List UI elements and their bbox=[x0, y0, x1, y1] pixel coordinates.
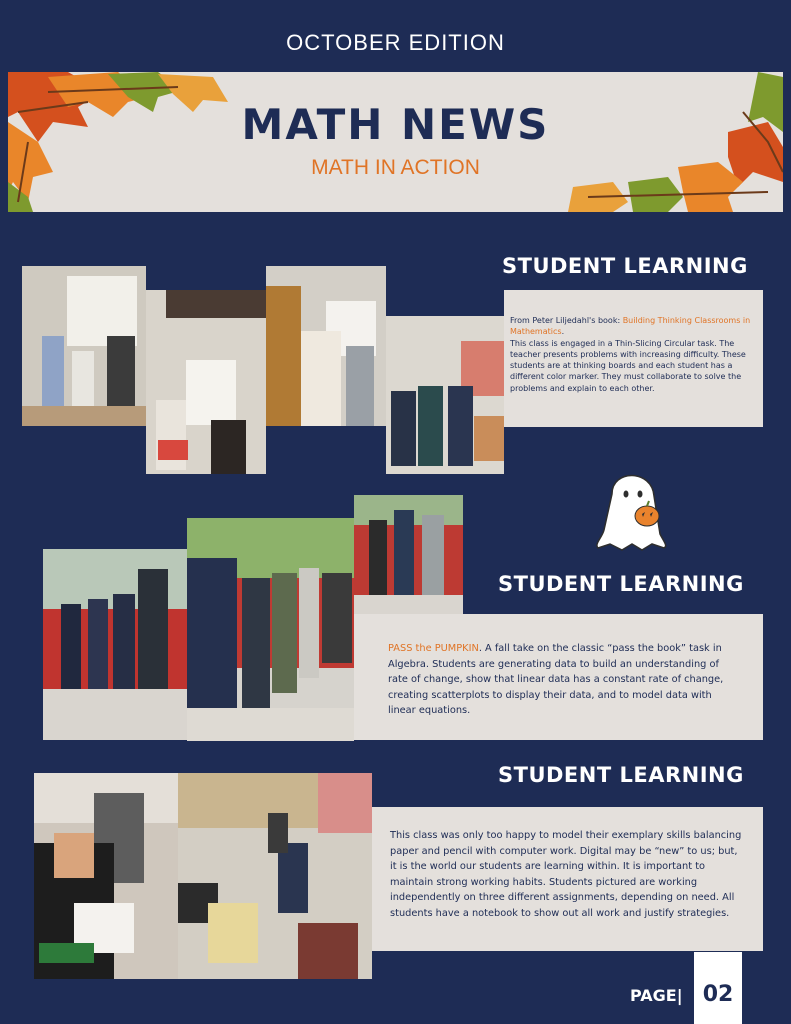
book-title: Building Thinking Classrooms in Mathematics bbox=[510, 316, 751, 337]
section-body: This class is engaged in a Thin-Slicing Circular task. The teacher presents problems with increasing difficulty. These students are at thinking boards and each student has a different color marker. They must collaborate to solve the problems and explain to each other. bbox=[510, 338, 746, 393]
section-heading: STUDENT LEARNING bbox=[498, 572, 744, 596]
section-heading: STUDENT LEARNING bbox=[498, 763, 744, 787]
section-heading: STUDENT LEARNING bbox=[502, 254, 748, 278]
classroom-photo bbox=[266, 266, 386, 426]
classroom-photo bbox=[43, 549, 187, 740]
intro-text: From Peter Liljedahl's book: bbox=[510, 316, 623, 325]
section-text bbox=[354, 614, 763, 740]
edition-label: OCTOBER EDITION bbox=[286, 30, 505, 55]
page-subtitle: MATH IN ACTION bbox=[311, 156, 480, 179]
classroom-photo bbox=[386, 316, 504, 474]
classroom-photo bbox=[178, 773, 372, 979]
page-number: 02 bbox=[694, 952, 742, 1024]
section-text bbox=[504, 290, 763, 427]
intro-suffix: . bbox=[561, 327, 565, 337]
classroom-photo bbox=[34, 773, 178, 979]
classroom-photo bbox=[22, 266, 146, 426]
classroom-photo bbox=[354, 495, 463, 621]
page-title: MATH NEWS bbox=[241, 100, 550, 149]
section-body: This class was only too happy to model their exemplary skills balancing paper and pencil with computer work. Digital may be “new” to us; but, it is the world our students are learning within. It is important to maintain strong working habits. Students pictured are working independently on three different assignments, depending on need. All students have a notebook to show out all work and justify strategies. bbox=[390, 830, 742, 919]
activity-highlight: PASS the PUMPKIN bbox=[388, 643, 479, 654]
title-banner bbox=[8, 72, 783, 212]
classroom-photo bbox=[146, 290, 266, 474]
ghost-with-pumpkin-icon bbox=[592, 464, 672, 552]
classroom-photo bbox=[187, 518, 354, 741]
section-body: . A fall take on the classic “pass the book” task in Algebra. Students are generating data to build an understanding of rate of change, show that linear data has a constant rate of change, creating scatterplots to display their data, and to model data with linear equations. bbox=[388, 643, 724, 716]
page-label: PAGE| bbox=[630, 986, 683, 1005]
section-text bbox=[372, 807, 763, 951]
